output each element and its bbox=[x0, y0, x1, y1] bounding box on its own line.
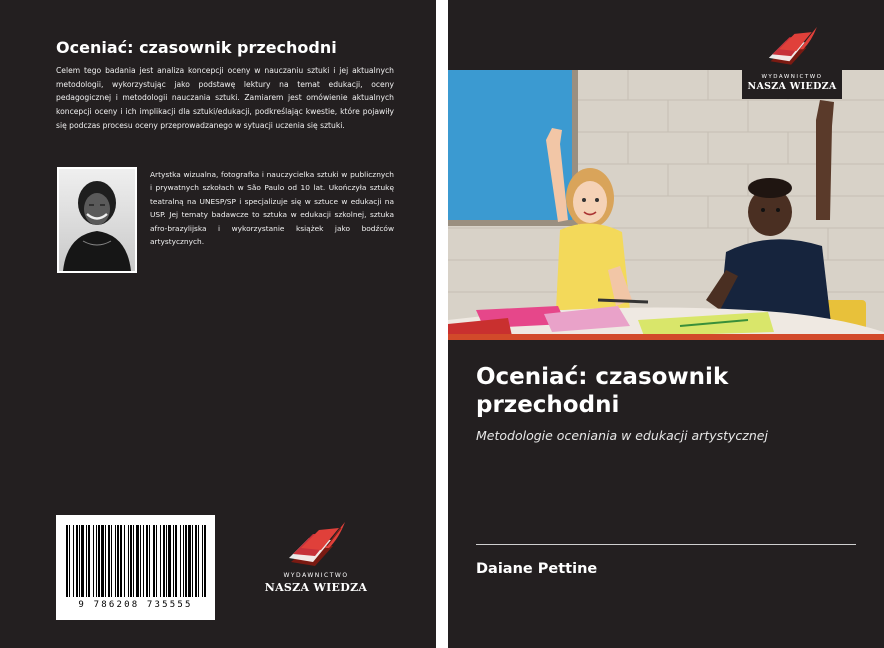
barcode-bar bbox=[101, 525, 104, 597]
cover-photo bbox=[448, 70, 884, 340]
barcode-bar bbox=[86, 525, 87, 597]
barcode-bar bbox=[69, 525, 70, 597]
back-cover-title: Oceniać: czasownik przechodni bbox=[56, 38, 337, 57]
barcode-bar bbox=[98, 525, 100, 597]
barcode-bar bbox=[73, 525, 74, 597]
barcode-bar bbox=[143, 525, 144, 597]
barcode-bar bbox=[117, 525, 119, 597]
publisher-label-big: NASZA WIEDZA bbox=[264, 581, 368, 594]
barcode-bar bbox=[76, 525, 78, 597]
barcode-bar bbox=[149, 525, 150, 597]
barcode-bar bbox=[133, 525, 134, 597]
barcode-number: 9 786208 735555 bbox=[78, 600, 193, 610]
barcode-bar bbox=[124, 525, 125, 597]
barcode-bar bbox=[115, 525, 116, 597]
publisher-logo-back bbox=[262, 518, 370, 594]
barcode-bar bbox=[128, 525, 129, 597]
publisher-logo-front bbox=[742, 0, 842, 99]
back-cover-description: Celem tego badania jest analiza koncepcji oceny w nauczaniu sztuki i jej aktualnych metodologii, wykorzystując jako podstawę lektury na temat edukacji, oceny pedagogicznej i metodologii nauczania sztuki. Zamiarem jest omówienie aktualnych koncepcji oceny i ich implikacji dla sztuki/edukacji, podkreślając kwestie, które pojawiły się podczas procesu oceny przeprowadzanego w sytuacji uczenia się sztuki. bbox=[56, 66, 394, 130]
barcode-bar bbox=[105, 525, 106, 597]
barcode-bar bbox=[111, 525, 112, 597]
barcode-bar bbox=[140, 525, 141, 597]
barcode-bar bbox=[192, 525, 193, 597]
barcode-bar bbox=[96, 525, 97, 597]
barcode-bar bbox=[130, 525, 132, 597]
barcode-bar bbox=[166, 525, 167, 597]
front-cover-subtitle: Metodologie oceniania w edukacji artystycznej bbox=[476, 428, 768, 443]
barcode-bar bbox=[202, 525, 203, 597]
barcode-bar bbox=[173, 525, 174, 597]
barcode-bar bbox=[168, 525, 171, 597]
barcode bbox=[56, 515, 215, 620]
barcode-bar bbox=[88, 525, 90, 597]
barcode-bar bbox=[198, 525, 199, 597]
barcode-bar bbox=[120, 525, 122, 597]
barcode-bar bbox=[163, 525, 165, 597]
barcode-bar bbox=[175, 525, 177, 597]
barcode-bar bbox=[81, 525, 84, 597]
publisher-label-small: WYDAWNICTWO bbox=[761, 74, 823, 80]
barcode-bar bbox=[108, 525, 110, 597]
barcode-bar bbox=[204, 525, 206, 597]
publisher-label-big: NASZA WIEDZA bbox=[747, 81, 837, 92]
divider bbox=[476, 544, 856, 545]
barcode-bar bbox=[136, 525, 139, 597]
publisher-label-small: WYDAWNICTWO bbox=[283, 572, 349, 579]
barcode-bar bbox=[66, 525, 68, 597]
barcode-bar bbox=[185, 525, 187, 597]
barcode-bar bbox=[160, 525, 161, 597]
publisher-book-icon bbox=[762, 22, 822, 68]
front-cover-title: Oceniać: czasownik przechodni bbox=[476, 364, 729, 418]
front-cover-author: Daiane Pettine bbox=[476, 561, 598, 577]
barcode-bar bbox=[156, 525, 157, 597]
barcode-bar bbox=[180, 525, 181, 597]
publisher-book-icon bbox=[281, 518, 351, 568]
barcode-bar bbox=[153, 525, 155, 597]
barcode-bar bbox=[183, 525, 184, 597]
barcode-bar bbox=[146, 525, 148, 597]
barcode-bar bbox=[79, 525, 80, 597]
author-bio: Artystka wizualna, fotografka i nauczycielka sztuki w publicznych i prywatnych szkołach w São Paulo od 10 lat. Ukończyła sztukę teatralną na UNESP/SP i specjalizuje się w sztuce w edukacji na USP. Jej tematy badawcze to sztuka w edukacji szkolnej, sztuka afro-brazylijska i wykorzystanie książek jako bodźców artystycznych. bbox=[150, 170, 394, 247]
barcode-bar bbox=[195, 525, 197, 597]
barcode-bar bbox=[188, 525, 191, 597]
author-photo bbox=[57, 167, 137, 273]
barcode-bar bbox=[93, 525, 94, 597]
spine-gap bbox=[436, 0, 448, 648]
